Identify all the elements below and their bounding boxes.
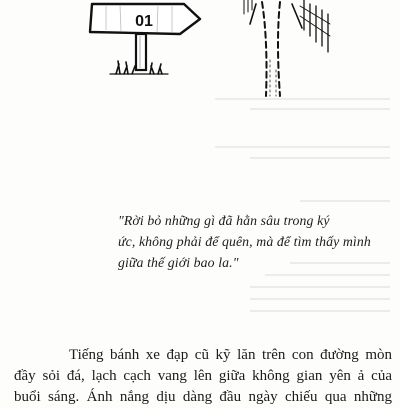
quote-line: giữa thế giới bao la." [118,255,239,270]
paragraph-line: đầy sỏi đá, lạch cạch vang lên giữa không gian yên ả của [14,368,392,384]
signpost-icon [90,4,200,70]
quote-line: "Rời bỏ những gì đã hằn sâu trong ký [118,213,330,228]
paragraph-line: buổi sáng. Ánh nắng dịu dàng đầu ngày chiếu qua những [14,389,392,405]
chapter-illustration [0,0,400,100]
paragraph-line: Tiếng bánh xe đạp cũ kỹ lăn trên con đường mòn [69,347,392,363]
quote-line: ức, không phải để quên, mà để tìm thấy mình [118,234,371,249]
signpost-number: 01 [135,13,153,30]
chapter-paragraph [14,345,392,408]
road-icon [244,0,330,96]
epigraph-quote [118,210,371,273]
